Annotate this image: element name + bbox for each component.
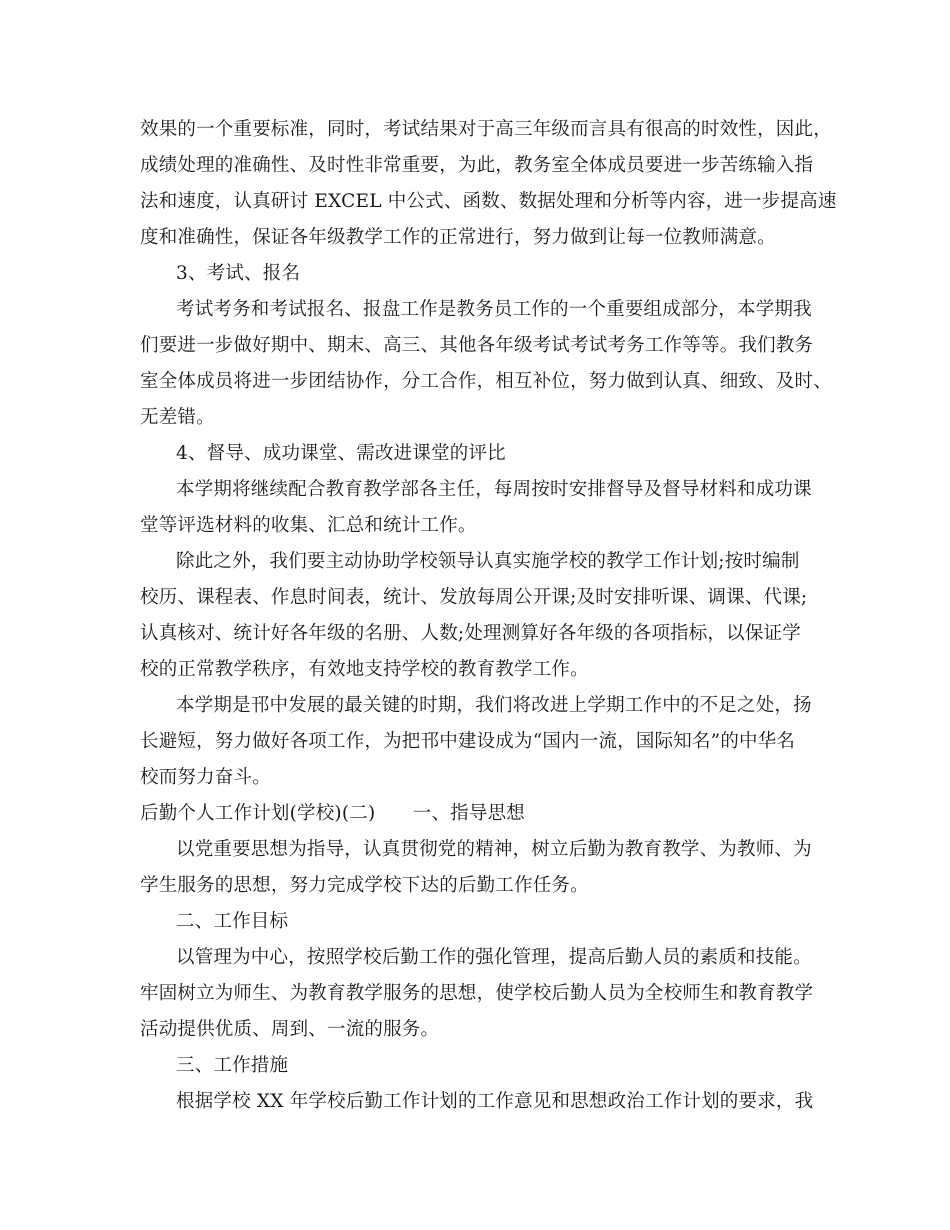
paragraph-line: 效果的一个重要标准，同时，考试结果对于高三年级而言具有很高的时效性，因此， xyxy=(140,119,832,140)
paragraph-line: 牢固树立为师生、为教育教学服务的思想，使学校后勤人员为全校师生和教育教学 xyxy=(140,983,814,1004)
section-heading: 三、工作措施 xyxy=(176,1055,289,1076)
paragraph-line: 考试考务和考试报名、报盘工作是教务员工作的一个重要组成部分，本学期我 xyxy=(176,299,812,320)
paragraph-line: 学生服务的思想，努力完成学校下达的后勤工作任务。 xyxy=(140,875,589,896)
paragraph-line: 法和速度，认真研讨 EXCEL 中公式、函数、数据处理和分析等内容，进一步提高速 xyxy=(140,191,837,212)
paragraph-line: 堂等评选材料的收集、汇总和统计工作。 xyxy=(140,515,477,536)
section-heading: 二、工作目标 xyxy=(176,911,289,932)
paragraph-line: 除此之外，我们要主动协助学校领导认真实施学校的教学工作计划;按时编制 xyxy=(176,551,800,572)
paragraph-line: 以管理为中心，按照学校后勤工作的强化管理，提高后勤人员的素质和技能。 xyxy=(176,947,812,968)
paragraph-line: 校历、课程表、作息时间表，统计、发放每周公开课;及时安排听课、调课、代课; xyxy=(140,587,808,608)
paragraph-line: 校的正常教学秩序，有效地支持学校的教育教学工作。 xyxy=(140,659,589,680)
paragraph-line: 认真核对、统计好各年级的名册、人数;处理测算好各年级的各项指标，以保证学 xyxy=(140,623,801,644)
paragraph-line: 长避短，努力做好各项工作，为把邗中建设成为“国内一流，国际知名”的中华名 xyxy=(140,731,796,752)
section-heading: 3、考试、报名 xyxy=(176,263,301,284)
paragraph-line: 室全体成员将进一步团结协作，分工合作，相互补位，努力做到认真、细致、及时、 xyxy=(140,371,832,392)
paragraph-line: 无差错。 xyxy=(140,407,215,428)
paragraph-line: 校而努力奋斗。 xyxy=(140,767,271,788)
paragraph-line: 们要进一步做好期中、期末、高三、其他各年级考试考试考务工作等等。我们教务 xyxy=(140,335,814,356)
paragraph-line: 活动提供优质、周到、一流的服务。 xyxy=(140,1019,440,1040)
paragraph-line: 本学期将继续配合教育教学部各主任，每周按时安排督导及督导材料和成功课 xyxy=(176,479,812,500)
paragraph-line: 根据学校 XX 年学校后勤工作计划的工作意见和思想政治工作计划的要求，我 xyxy=(176,1091,814,1112)
section-heading: 4、督导、成功课堂、需改进课堂的评比 xyxy=(176,443,506,464)
paragraph-line: 以党重要思想为指导，认真贯彻党的精神，树立后勤为教育教学、为教师、为 xyxy=(176,839,812,860)
paragraph-line: 本学期是邗中发展的最关键的时期，我们将改进上学期工作中的不足之处，扬 xyxy=(176,695,812,716)
paragraph-line: 度和准确性，保证各年级教学工作的正常进行，努力做到让每一位教师满意。 xyxy=(140,227,776,248)
paragraph-line: 成绩处理的准确性、及时性非常重要，为此，教务室全体成员要进一步苦练输入指 xyxy=(140,155,814,176)
document-title: 后勤个人工作计划(学校)(二) 一、指导思想 xyxy=(140,803,525,824)
